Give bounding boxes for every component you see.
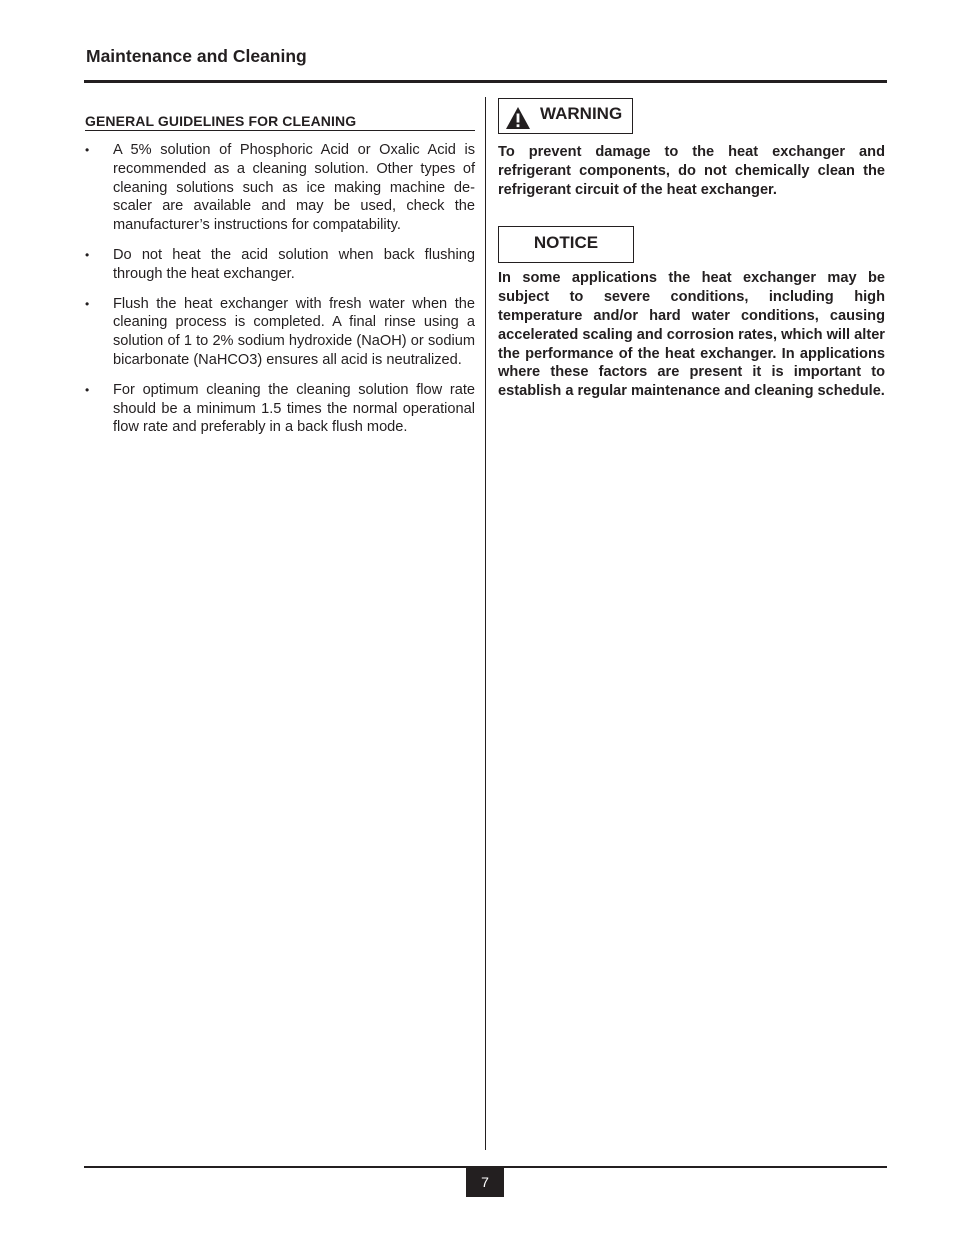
list-item-text: For optimum cleaning the cleaning solution flow rate should be a minimum 1.5 times the normal operational flow rate and preferably in a back flush mode. xyxy=(113,381,475,436)
list-item xyxy=(85,246,475,284)
bullet-icon: • xyxy=(85,247,90,262)
notice-text: In some applications the heat exchanger may be subject to severe conditions, including high temperature and/or hard water conditions, causing accelerated scaling and corrosion rates, which will alter the performance of the heat exchanger. In applications where these factors are present it is important to establish a regular maintenance and cleaning schedule. xyxy=(498,270,885,400)
page-number: 7 xyxy=(466,1167,504,1197)
list-item xyxy=(85,381,475,437)
warning-label: WARNING xyxy=(540,104,623,123)
page-title: Maintenance and Cleaning xyxy=(86,46,307,66)
section-heading: GENERAL GUIDELINES FOR CLEANING xyxy=(85,113,475,131)
list-item xyxy=(85,295,475,370)
list-item-text: Flush the heat exchanger with fresh water when the cleaning process is completed. A final rinse using a solution of 1 to 2% sodium hydroxide (NaOH) or sodium bicarbonate (NaHCO3) ensures all acid is neutralized. xyxy=(113,295,475,368)
guidelines-list xyxy=(85,141,475,437)
warning-text: To prevent damage to the heat exchanger and refrigerant components, do not chemically clean the refrigerant circuit of the heat exchanger. xyxy=(498,144,885,198)
list-item-text: Do not heat the acid solution when back flushing through the heat exchanger. xyxy=(113,246,475,282)
bullet-icon: • xyxy=(85,143,90,157)
column-divider xyxy=(485,97,486,1150)
cleaning-guidelines-section xyxy=(85,113,475,448)
list-item-text: A 5% solution of Phosphoric Acid or Oxalic Acid is recommended as a cleaning solution. Other types of cleaning solutions such as ice making machine de-scaler are available and may be used, check the manufacturer’s instructions for compatability. xyxy=(113,142,475,234)
bullet-icon: • xyxy=(85,382,90,397)
header-rule xyxy=(84,80,887,83)
bullet-icon: • xyxy=(85,296,90,311)
notice-label: NOTICE xyxy=(533,232,599,252)
safety-notices-section xyxy=(498,98,885,401)
notice-box xyxy=(498,226,634,263)
list-item xyxy=(85,141,475,235)
warning-triangle-icon xyxy=(505,106,531,130)
warning-box xyxy=(498,98,633,134)
